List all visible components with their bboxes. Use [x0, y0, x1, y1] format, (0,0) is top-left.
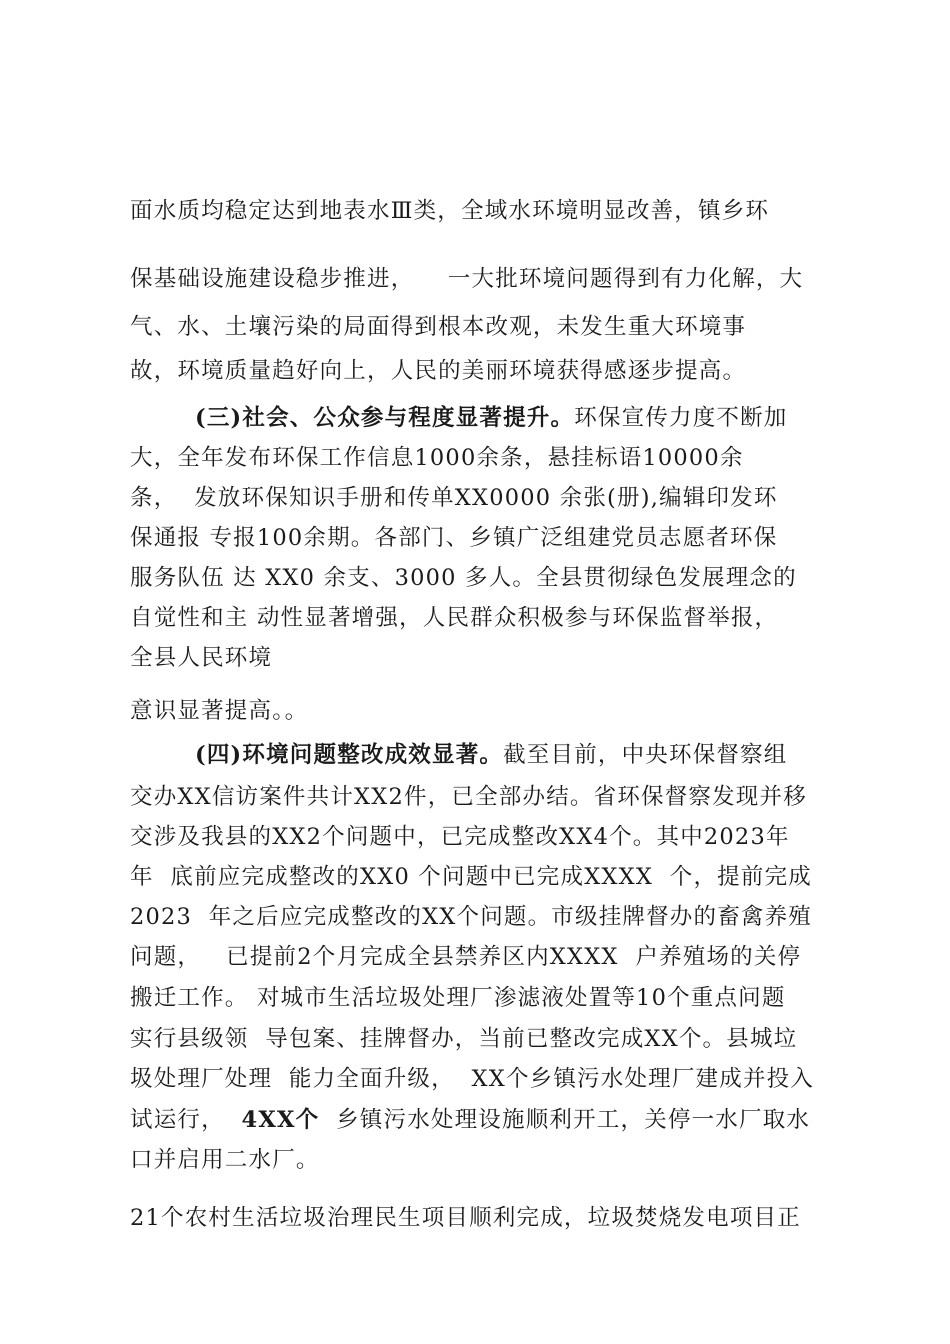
paragraph-line — [130, 1105, 810, 1135]
paragraph-line: 保基础设施建设稳步推进， 一大批环境问题得到有力化解，大 — [130, 266, 804, 292]
bold-count: 4XX个 — [241, 1107, 320, 1133]
section-four-first-line-text: 截至目前，中央环保督察组 — [503, 742, 788, 768]
paragraph-line: 条， 发放环保知识手册和传单XX0000 余张(册),编辑印发环 — [130, 485, 778, 511]
paragraph-line: 服务队伍 达 XX0 余支、3000 多人。全县贯彻绿色发展理念的 — [130, 565, 797, 591]
paragraph-line: 圾处理厂处理 能力全面升级， XX个乡镇污水处理厂建成并投入 — [130, 1066, 815, 1092]
paragraph-line: 大，全年发布环保工作信息1000余条，悬挂标语10000余 — [130, 445, 744, 471]
section-three-first-line — [195, 403, 788, 433]
paragraph-line: 实行县级领 导包案、挂牌督办，当前已整改完成XX个。县城垃 — [130, 1026, 798, 1052]
line-text: 乡镇污水处理设施顺利开工，关停一水厂取水 — [319, 1107, 811, 1133]
paragraph-line: 交涉及我县的XX2个问题中，已完成整改XX4个。其中2023年 — [130, 824, 790, 850]
line-text: 试运行， — [130, 1107, 242, 1133]
paragraph-line: 全县人民环境 — [130, 645, 273, 671]
paragraph-line: 口并启用二水厂。 — [130, 1147, 320, 1173]
section-four-first-line — [195, 740, 788, 770]
paragraph-line: 保通报 专报100余期。各部门、乡镇广泛组建党员志愿者环保 — [130, 525, 778, 551]
paragraph-line: 意识显著提高。。 — [130, 698, 309, 724]
paragraph-line: 故，环境质量趋好向上，人民的美丽环境获得感逐步提高。 — [130, 358, 747, 384]
paragraph-line: 面水质均稳定达到地表水Ⅲ类，全域水环境明显改善，镇乡环 — [130, 198, 770, 224]
section-three-first-line-text: 环保宣传力度不断加 — [574, 405, 788, 431]
paragraph-line: 交办XX信访案件共计XX2件，已全部办结。省环保督察发现并移 — [130, 784, 807, 810]
paragraph-line: 搬迁工作。 对城市生活垃圾处理厂渗滤液处置等10个重点问题 — [130, 985, 786, 1011]
paragraph-line: 年 底前应完成整改的XX0 个问题中已完成XXXX 个，提前完成 — [130, 864, 812, 890]
section-three-heading: (三)社会、公众参与程度显著提升。 — [195, 405, 575, 431]
paragraph-line: 2023 年之后应完成整改的XX个问题。市级挂牌督办的畜禽养殖 — [130, 904, 813, 930]
paragraph-line: 21个农村生活垃圾治理民生项目顺利完成，垃圾焚烧发电项目正 — [130, 1205, 801, 1231]
paragraph-line: 问题， 已提前2个月完成全县禁养区内XXXX 户养殖场的关停 — [130, 944, 802, 970]
paragraph-line: 自觉性和主 动性显著增强，人民群众积极参与环保监督举报， — [130, 605, 779, 631]
paragraph-line: 气、水、土壤污染的局面得到根本改观，未发生重大环境事 — [130, 314, 747, 340]
section-four-heading: (四)环境问题整改成效显著。 — [195, 742, 504, 768]
